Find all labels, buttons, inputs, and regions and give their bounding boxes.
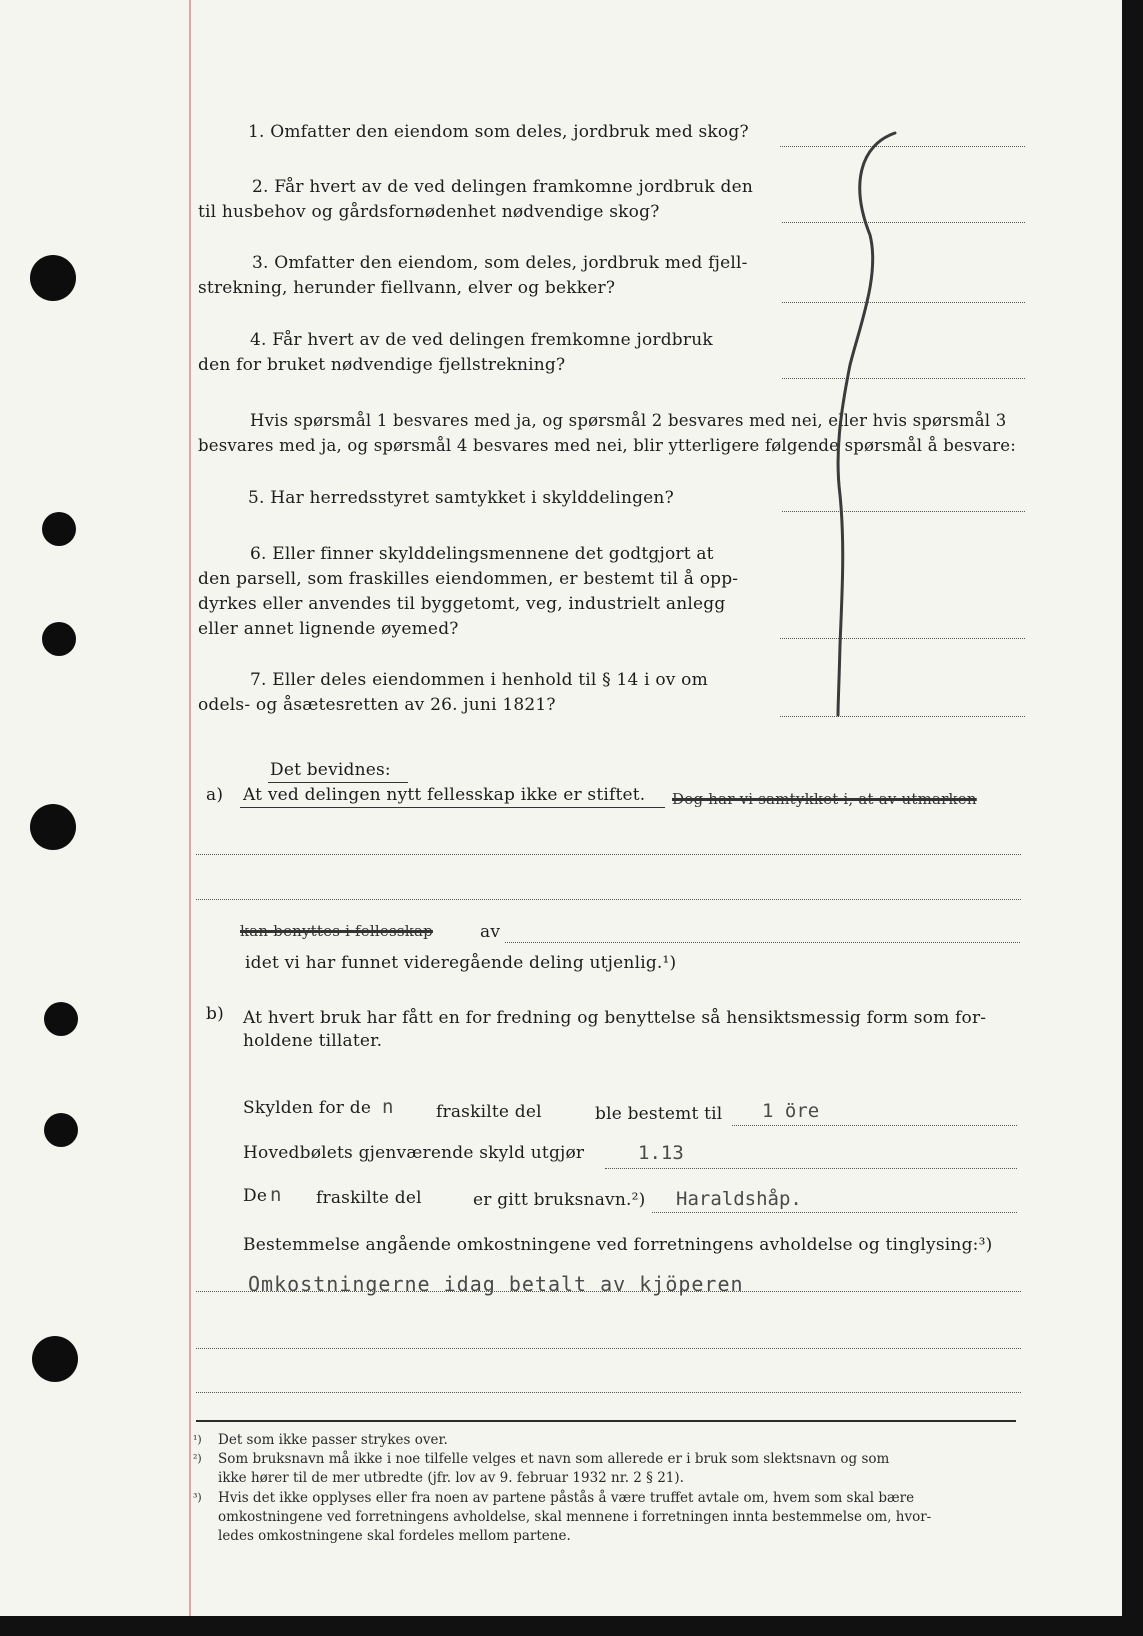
question-3-line-1: 3. Omfatter den eiendom, som deles, jordbruk med fjell- xyxy=(252,253,748,273)
question-5: 5. Har herredsstyret samtykket i skylddelingen? xyxy=(248,488,674,508)
binder-hole-icon xyxy=(32,1336,78,1382)
bruksnavn-field-line xyxy=(652,1212,1017,1213)
footnote-2-line-1: Som bruksnavn må ikke i noe tilfelle velges et navn som allerede er i bruk som slektsnavn og som xyxy=(218,1451,890,1467)
footnote-3-line-1: Hvis det ikke opplyses eller fra noen av partene påstås å være truffet avtale om, hvem som skal bære xyxy=(218,1490,915,1506)
condition-line-1: Hvis spørsmål 1 besvares med ja, og spørsmål 2 besvares med nei, eller hvis spørsmål 3 xyxy=(250,411,1007,430)
footnote-mark: ³) xyxy=(193,1491,202,1504)
blank-line xyxy=(196,899,1021,900)
item-a-struck-text: Dog har vi samtykket i, at av utmarken xyxy=(672,790,977,808)
question-4-line-1: 4. Får hvert av de ved delingen fremkomne jordbruk xyxy=(250,330,713,350)
footnote-3-line-2: omkostningene ved forretningens avholdelse, skal mennene i forretningen innta bestemmelse om, hvor- xyxy=(218,1509,932,1525)
bestemmelse-value: Omkostningerne idag betalt av kjöperen xyxy=(248,1272,744,1296)
question-6-line-2: den parsell, som fraskilles eiendommen, er bestemt til å opp- xyxy=(198,569,739,589)
footnote-2-line-2: ikke hører til de mer utbredte (jfr. lov av 9. februar 1932 nr. 2 § 21). xyxy=(218,1470,684,1486)
question-7-line-2: odels- og åsætesretten av 26. juni 1821? xyxy=(198,695,556,715)
footnote-mark: ¹) xyxy=(193,1433,202,1446)
hovedbol-value: 1.13 xyxy=(638,1142,684,1164)
bestemmelse-label: Bestemmelse angående omkostningene ved forretningens avholdelse og tinglysing:³) xyxy=(243,1235,993,1255)
av-label: av xyxy=(480,922,501,942)
skyld-handwritten-n: n xyxy=(382,1096,394,1118)
item-b-label: b) xyxy=(206,1004,224,1024)
condition-line-2: besvares med ja, og spørsmål 4 besvares med nei, blir ytterligere følgende spørsmål å besvare: xyxy=(198,436,1016,455)
footnote-mark: ²) xyxy=(193,1452,202,1465)
footnote-3-line-3: ledes omkostningene skal fordeles mellom partene. xyxy=(218,1528,571,1544)
footnote-1-line-1: Det som ikke passer strykes over. xyxy=(218,1432,448,1448)
footnote-rule xyxy=(196,1420,1016,1422)
question-7-line-1: 7. Eller deles eiendommen i henhold til § 14 i ov om xyxy=(250,670,708,690)
item-b-line-2: holdene tillater. xyxy=(243,1031,383,1051)
question-6-line-3: dyrkes eller anvendes til byggetomt, veg, industrielt anlegg xyxy=(198,594,726,614)
blank-line xyxy=(196,1392,1021,1393)
certify-heading: Det bevidnes: xyxy=(270,760,391,780)
skyld-field-line xyxy=(732,1125,1017,1126)
bruksnavn-value: Haraldshåp. xyxy=(676,1188,802,1210)
blank-line xyxy=(196,854,1021,855)
binder-hole-icon xyxy=(44,1002,78,1036)
binder-hole-icon xyxy=(42,622,76,656)
margin-rule xyxy=(189,0,191,1616)
den-handwritten-n: n xyxy=(270,1184,282,1206)
bestemt-label: ble bestemt til xyxy=(595,1104,723,1124)
hovedbol-label: Hovedbølets gjenværende skyld utgjør xyxy=(243,1143,585,1163)
fraskilte-del-label: fraskilte del xyxy=(316,1188,422,1208)
den-label: De xyxy=(243,1186,268,1206)
handwritten-brace-icon xyxy=(820,125,910,725)
question-4-line-2: den for bruket nødvendige fjellstrekning? xyxy=(198,355,566,375)
question-3-line-2: strekning, herunder fiellvann, elver og bekker? xyxy=(198,278,616,298)
question-2-line-2: til husbehov og gårdsfornødenhet nødvendige skog? xyxy=(198,202,660,222)
question-6-line-1: 6. Eller finner skylddelingsmennene det godtgjort at xyxy=(250,544,714,564)
blank-line xyxy=(196,1348,1021,1349)
binder-hole-icon xyxy=(30,804,76,850)
item-a-underline xyxy=(240,807,665,808)
heading-underline xyxy=(268,782,408,783)
binder-hole-icon xyxy=(44,1113,78,1147)
blank-line xyxy=(505,942,1020,943)
skyld-value: 1 öre xyxy=(762,1100,820,1122)
skyld-label: Skylden for de xyxy=(243,1098,372,1118)
binder-hole-icon xyxy=(30,255,76,301)
hovedbol-field-line xyxy=(605,1168,1017,1169)
item-a-text: At ved delingen nytt fellesskap ikke er stiftet. xyxy=(243,785,646,805)
binder-hole-icon xyxy=(42,512,76,546)
struck-fellesskap: kan benyttes i fellesskap xyxy=(240,922,433,940)
question-1: 1. Omfatter den eiendom som deles, jordbruk med skog? xyxy=(248,122,749,142)
bruksnavn-label: er gitt bruksnavn.²) xyxy=(473,1190,646,1210)
item-b-line-1: At hvert bruk har fått en for fredning og benyttelse så hensiktsmessig form som for- xyxy=(243,1008,987,1028)
fraskilte-label: fraskilte del xyxy=(436,1102,542,1122)
item-a-label: a) xyxy=(206,785,224,805)
question-2-line-1: 2. Får hvert av de ved delingen framkomne jordbruk den xyxy=(252,177,754,197)
question-6-line-4: eller annet lignende øyemed? xyxy=(198,619,459,639)
item-a-end: idet vi har funnet videregående deling utjenlig.¹) xyxy=(245,953,677,973)
